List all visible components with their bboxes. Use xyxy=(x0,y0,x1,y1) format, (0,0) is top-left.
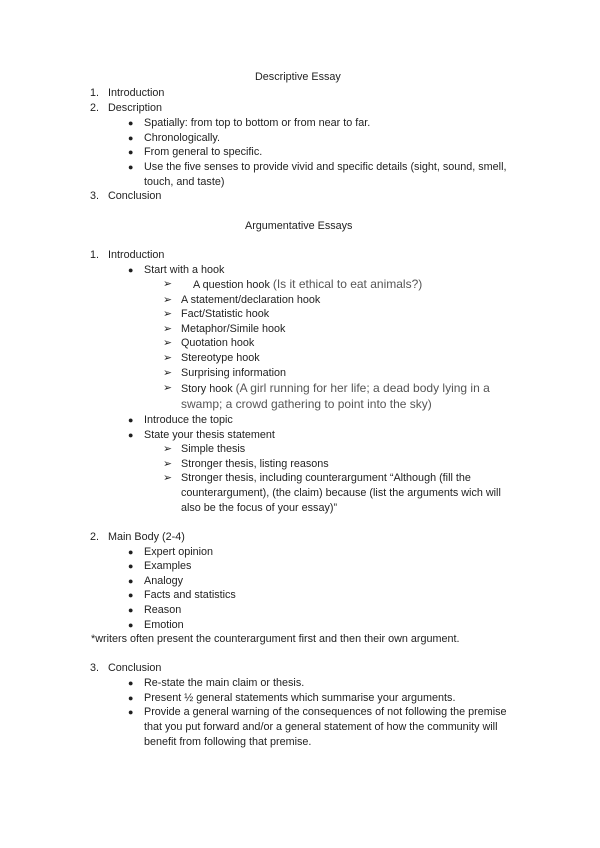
hook-example: (Is it ethical to eat animals?) xyxy=(272,277,423,291)
list-item: Emotion xyxy=(144,619,184,631)
arrow-icon: ➢ xyxy=(163,308,173,320)
list-item: Chronologically. xyxy=(144,132,221,144)
list-item-continuation: touch, and taste) xyxy=(144,176,225,188)
bullet-icon: ● xyxy=(128,265,134,275)
list-item: Examples xyxy=(144,560,192,572)
argumentative-title: Argumentative Essays xyxy=(245,220,353,232)
list-item: Use the five senses to provide vivid and specific details (sight, sound, smell, xyxy=(144,161,507,173)
arrow-icon: ➢ xyxy=(163,337,173,349)
list-item: Expert opinion xyxy=(144,546,214,558)
bullet-icon: ● xyxy=(128,547,134,557)
list-item: Start with a hook xyxy=(144,264,225,276)
list-item: From general to specific. xyxy=(144,146,263,158)
bullet-icon: ● xyxy=(128,147,134,157)
arrow-icon: ➢ xyxy=(163,323,173,335)
hook-example-continuation: swamp; a crowd gathering to point into the sky) xyxy=(181,397,432,411)
thesis-item: Simple thesis xyxy=(181,443,246,455)
list-number: 1. xyxy=(90,87,100,99)
bullet-icon: ● xyxy=(128,678,134,688)
bullet-icon: ● xyxy=(128,707,134,717)
bullet-icon: ● xyxy=(128,133,134,143)
hook-item: Quotation hook xyxy=(181,337,255,349)
list-item: Provide a general warning of the consequences of not following the premise xyxy=(144,706,507,718)
arrow-icon: ➢ xyxy=(163,352,173,364)
hook-example: (A girl running for her life; a dead body lying in a xyxy=(235,381,490,395)
arrow-icon: ➢ xyxy=(163,294,173,306)
bullet-icon: ● xyxy=(128,620,134,630)
bullet-icon: ● xyxy=(128,605,134,615)
bullet-icon: ● xyxy=(128,415,134,425)
list-number: 1. xyxy=(90,249,100,261)
bullet-icon: ● xyxy=(128,590,134,600)
list-item: Spatially: from top to bottom or from near to far. xyxy=(144,117,371,129)
list-item: Description xyxy=(108,102,163,114)
list-item: State your thesis statement xyxy=(144,429,275,441)
list-item: Introduction xyxy=(108,87,165,99)
arrow-icon: ➢ xyxy=(163,367,173,379)
list-number: 3. xyxy=(90,662,100,674)
list-item: Introduction xyxy=(108,249,165,261)
arrow-icon: ➢ xyxy=(163,443,173,455)
list-item: Main Body (2-4) xyxy=(108,531,185,543)
list-number: 3. xyxy=(90,190,100,202)
list-item: Conclusion xyxy=(108,190,162,202)
list-number: 2. xyxy=(90,531,100,543)
hook-item xyxy=(181,381,490,397)
list-item: Reason xyxy=(144,604,182,616)
hook-item xyxy=(193,277,422,293)
thesis-item-continuation: counterargument), (the claim) because (list the arguments wich will xyxy=(181,487,501,499)
hook-item: Metaphor/Simile hook xyxy=(181,323,286,335)
arrow-icon: ➢ xyxy=(163,458,173,470)
bullet-icon: ● xyxy=(128,430,134,440)
bullet-icon: ● xyxy=(128,576,134,586)
bullet-icon: ● xyxy=(128,162,134,172)
hook-label: Story hook xyxy=(181,383,233,395)
hook-item: Surprising information xyxy=(181,367,287,379)
list-item-continuation: that you put forward and/or a general statement of how the community will xyxy=(144,721,498,733)
thesis-item: Stronger thesis, including counterargument “Although (fill the xyxy=(181,472,471,484)
list-item: Analogy xyxy=(144,575,184,587)
list-item: Introduce the topic xyxy=(144,414,233,426)
arrow-icon: ➢ xyxy=(163,382,173,394)
thesis-item: Stronger thesis, listing reasons xyxy=(181,458,329,470)
list-item-continuation: benefit from following that premise. xyxy=(144,736,312,748)
list-item: Conclusion xyxy=(108,662,162,674)
thesis-item-continuation: also be the focus of your essay)” xyxy=(181,502,338,514)
arrow-icon: ➢ xyxy=(163,472,173,484)
hook-item: Stereotype hook xyxy=(181,352,260,364)
hook-item: Fact/Statistic hook xyxy=(181,308,270,320)
list-item: Present ½ general statements which summarise your arguments. xyxy=(144,692,456,704)
hook-label: A question hook xyxy=(193,279,270,291)
descriptive-title: Descriptive Essay xyxy=(255,71,341,83)
arrow-icon: ➢ xyxy=(163,278,173,290)
list-item: Re-state the main claim or thesis. xyxy=(144,677,305,689)
bullet-icon: ● xyxy=(128,118,134,128)
footnote: *writers often present the counterargument first and then their own argument. xyxy=(91,633,460,645)
hook-item: A statement/declaration hook xyxy=(181,294,321,306)
bullet-icon: ● xyxy=(128,561,134,571)
bullet-icon: ● xyxy=(128,693,134,703)
list-item: Facts and statistics xyxy=(144,589,236,601)
list-number: 2. xyxy=(90,102,100,114)
